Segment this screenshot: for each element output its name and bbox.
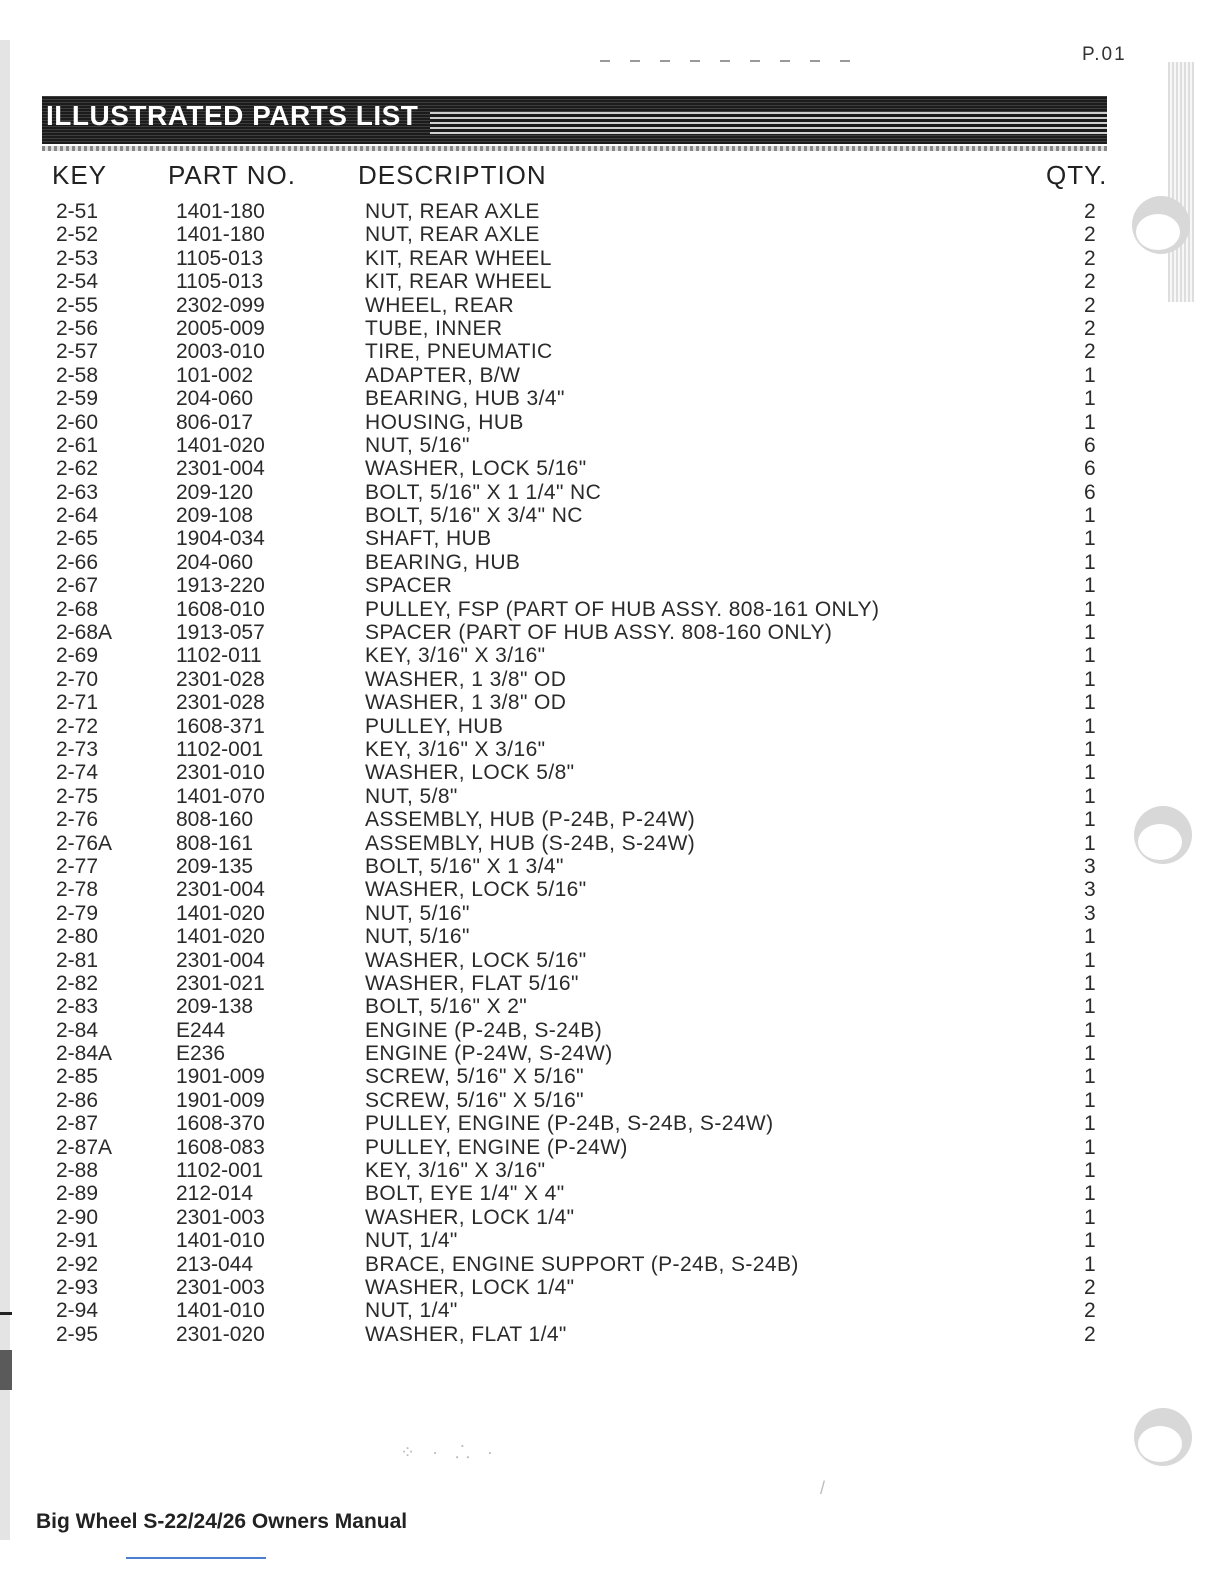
row-description: NUT, REAR AXLE <box>365 223 540 247</box>
row-description: KEY, 3/16" X 3/16" <box>365 644 546 668</box>
table-row <box>0 949 1224 972</box>
row-quantity: 6 <box>1084 480 1096 504</box>
row-description: BOLT, 5/16" X 1 1/4" NC <box>365 480 602 504</box>
faint-mark: / <box>820 1478 832 1498</box>
table-row <box>0 1182 1224 1205</box>
table-row <box>0 411 1224 434</box>
row-description: WHEEL, REAR <box>365 293 515 317</box>
row-quantity: 1 <box>1084 574 1096 598</box>
row-description: HOUSING, HUB <box>365 410 524 434</box>
row-description: KEY, 3/16" X 3/16" <box>365 1159 546 1183</box>
table-row <box>0 387 1224 410</box>
row-quantity: 1 <box>1084 363 1096 387</box>
row-description: WASHER, LOCK 5/8" <box>365 761 575 785</box>
row-key: 2-81 <box>56 948 99 972</box>
row-description: ASSEMBLY, HUB (S-24B, S-24W) <box>365 831 696 855</box>
table-row <box>0 668 1224 691</box>
row-part-number: 1901-009 <box>176 1088 265 1112</box>
row-key: 2-64 <box>56 504 99 528</box>
row-quantity: 2 <box>1084 293 1096 317</box>
table-row <box>0 691 1224 714</box>
row-part-number: 209-138 <box>176 995 254 1019</box>
row-part-number: 1401-180 <box>176 200 265 223</box>
row-description: SCREW, 5/16" X 5/16" <box>365 1065 585 1089</box>
table-row <box>0 294 1224 317</box>
row-description: BOLT, 5/16" X 1 3/4" <box>365 854 564 878</box>
table-row <box>0 317 1224 340</box>
row-part-number: 1401-070 <box>176 784 265 808</box>
table-row <box>0 223 1224 246</box>
table-row <box>0 340 1224 363</box>
row-description: WASHER, FLAT 1/4" <box>365 1322 567 1346</box>
page-number: P.01 <box>1082 44 1127 65</box>
row-quantity: 1 <box>1084 971 1096 995</box>
table-row <box>0 247 1224 270</box>
row-quantity: 1 <box>1084 691 1096 715</box>
row-quantity: 1 <box>1084 714 1096 738</box>
row-quantity: 1 <box>1084 550 1096 574</box>
table-row <box>0 270 1224 293</box>
row-key: 2-62 <box>56 457 99 481</box>
row-description: WASHER, LOCK 5/16" <box>365 457 587 481</box>
row-key: 2-90 <box>56 1205 99 1229</box>
row-part-number: 204-060 <box>176 550 254 574</box>
row-quantity: 2 <box>1084 1299 1096 1323</box>
row-quantity: 1 <box>1084 1252 1096 1276</box>
row-quantity: 1 <box>1084 621 1096 645</box>
row-quantity: 1 <box>1084 761 1096 785</box>
row-quantity: 2 <box>1084 316 1096 340</box>
table-row <box>0 481 1224 504</box>
faint-handwriting: ⁘ · ⸫ · <box>400 1442 499 1462</box>
table-row <box>0 598 1224 621</box>
table-row <box>0 1229 1224 1252</box>
row-key: 2-65 <box>56 527 99 551</box>
row-key: 2-93 <box>56 1275 99 1299</box>
row-part-number: 1608-370 <box>176 1112 265 1136</box>
row-part-number: 1608-371 <box>176 714 265 738</box>
row-part-number: 2301-004 <box>176 457 265 481</box>
table-row <box>0 1065 1224 1088</box>
row-key: 2-69 <box>56 644 99 668</box>
table-row <box>0 574 1224 597</box>
row-part-number: 1105-013 <box>176 270 264 294</box>
row-description: WASHER, LOCK 5/16" <box>365 948 587 972</box>
row-quantity: 1 <box>1084 995 1096 1019</box>
column-header-part: PART NO. <box>168 160 296 190</box>
table-row <box>0 1253 1224 1276</box>
footer-rule <box>126 1557 266 1559</box>
row-description: PULLEY, ENGINE (P-24B, S-24B, S-24W) <box>365 1112 774 1136</box>
row-description: SHAFT, HUB <box>365 527 492 551</box>
row-part-number: 209-108 <box>176 504 254 528</box>
footer-manual-title: Big Wheel S-22/24/26 Owners Manual <box>36 1510 408 1533</box>
row-key: 2-89 <box>56 1182 99 1206</box>
row-quantity: 1 <box>1084 1135 1096 1159</box>
row-description: WASHER, LOCK 1/4" <box>365 1275 575 1299</box>
row-quantity: 2 <box>1084 1275 1096 1299</box>
row-part-number: 204-060 <box>176 387 254 411</box>
row-key: 2-85 <box>56 1065 99 1089</box>
row-description: BOLT, 5/16" X 2" <box>365 995 528 1019</box>
row-key: 2-92 <box>56 1252 99 1276</box>
row-part-number: 1401-020 <box>176 433 265 457</box>
row-description: WASHER, LOCK 1/4" <box>365 1205 575 1229</box>
row-key: 2-61 <box>56 433 99 457</box>
row-key: 2-76A <box>56 831 113 855</box>
row-quantity: 1 <box>1084 1042 1096 1066</box>
table-row <box>0 878 1224 901</box>
row-key: 2-74 <box>56 761 99 785</box>
binder-hole-icon <box>1132 196 1190 254</box>
row-description: PULLEY, ENGINE (P-24W) <box>365 1135 628 1159</box>
row-key: 2-54 <box>56 270 99 294</box>
table-row <box>0 621 1224 644</box>
row-part-number: 1401-010 <box>176 1299 265 1323</box>
table-row <box>0 1159 1224 1182</box>
table-row <box>0 551 1224 574</box>
page-title: ILLUSTRATED PARTS LIST <box>46 100 419 131</box>
row-quantity: 2 <box>1084 200 1096 223</box>
column-header-key: KEY <box>52 160 108 190</box>
row-part-number: 212-014 <box>176 1182 254 1206</box>
row-key: 2-68 <box>56 597 99 621</box>
row-description: WASHER, 1 3/8" OD <box>365 691 567 715</box>
row-part-number: 2301-003 <box>176 1205 265 1229</box>
row-quantity: 2 <box>1084 1322 1096 1346</box>
row-quantity: 1 <box>1084 808 1096 832</box>
table-row <box>0 1019 1224 1042</box>
binder-hole-icon <box>1134 1408 1192 1466</box>
row-quantity: 3 <box>1084 878 1096 902</box>
table-row <box>0 972 1224 995</box>
table-row <box>0 1112 1224 1135</box>
row-description: BEARING, HUB <box>365 550 521 574</box>
row-part-number: 808-160 <box>176 808 254 832</box>
table-row <box>0 808 1224 831</box>
row-quantity: 1 <box>1084 1112 1096 1136</box>
table-row <box>0 925 1224 948</box>
row-description: BOLT, 5/16" X 3/4" NC <box>365 504 583 528</box>
table-row <box>0 1136 1224 1159</box>
row-key: 2-57 <box>56 340 99 364</box>
row-quantity: 1 <box>1084 644 1096 668</box>
row-part-number: 2301-010 <box>176 761 265 785</box>
table-row <box>0 738 1224 761</box>
column-header-description: DESCRIPTION <box>358 160 547 190</box>
row-description: WASHER, LOCK 5/16" <box>365 878 587 902</box>
row-quantity: 1 <box>1084 831 1096 855</box>
row-key: 2-51 <box>56 200 99 223</box>
row-quantity: 2 <box>1084 246 1096 270</box>
row-quantity: 1 <box>1084 1065 1096 1089</box>
row-part-number: 1401-020 <box>176 925 265 949</box>
row-part-number: 209-120 <box>176 480 254 504</box>
row-part-number: E236 <box>176 1042 226 1066</box>
row-key: 2-76 <box>56 808 99 832</box>
row-part-number: 101-002 <box>176 363 254 387</box>
row-part-number: 806-017 <box>176 410 254 434</box>
row-key: 2-77 <box>56 854 99 878</box>
binder-hole-icon <box>1134 806 1192 864</box>
banner-stripes <box>430 112 1107 134</box>
row-quantity: 1 <box>1084 1159 1096 1183</box>
row-description: WASHER, FLAT 5/16" <box>365 971 579 995</box>
row-description: NUT, 1/4" <box>365 1299 458 1323</box>
table-row <box>0 504 1224 527</box>
row-description: ASSEMBLY, HUB (P-24B, P-24W) <box>365 808 696 832</box>
row-description: ENGINE (P-24W, S-24W) <box>365 1042 613 1066</box>
table-row <box>0 1323 1224 1346</box>
row-key: 2-78 <box>56 878 99 902</box>
table-row <box>0 527 1224 550</box>
row-key: 2-53 <box>56 246 99 270</box>
row-quantity: 1 <box>1084 1229 1096 1253</box>
table-row <box>0 1206 1224 1229</box>
row-quantity: 2 <box>1084 340 1096 364</box>
row-description: KEY, 3/16" X 3/16" <box>365 737 546 761</box>
row-key: 2-83 <box>56 995 99 1019</box>
row-key: 2-58 <box>56 363 99 387</box>
row-part-number: 1102-001 <box>176 737 264 761</box>
row-description: NUT, 5/8" <box>365 784 458 808</box>
row-part-number: 1904-034 <box>176 527 265 551</box>
table-row <box>0 434 1224 457</box>
row-quantity: 1 <box>1084 1182 1096 1206</box>
row-key: 2-87A <box>56 1135 113 1159</box>
row-part-number: 2301-028 <box>176 667 265 691</box>
row-quantity: 1 <box>1084 784 1096 808</box>
row-description: BEARING, HUB 3/4" <box>365 387 565 411</box>
row-key: 2-88 <box>56 1159 99 1183</box>
column-header-qty: QTY. <box>1046 160 1108 190</box>
row-key: 2-80 <box>56 925 99 949</box>
row-description: NUT, 5/16" <box>365 925 470 949</box>
row-key: 2-79 <box>56 901 99 925</box>
row-quantity: 1 <box>1084 410 1096 434</box>
row-quantity: 1 <box>1084 387 1096 411</box>
row-quantity: 1 <box>1084 527 1096 551</box>
table-row <box>0 364 1224 387</box>
row-key: 2-70 <box>56 667 99 691</box>
row-key: 2-55 <box>56 293 99 317</box>
row-description: SPACER <box>365 574 453 598</box>
row-part-number: 1102-011 <box>176 644 262 668</box>
table-row <box>0 855 1224 878</box>
row-description: SCREW, 5/16" X 5/16" <box>365 1088 585 1112</box>
row-description: NUT, 5/16" <box>365 433 470 457</box>
row-key: 2-87 <box>56 1112 99 1136</box>
table-row <box>0 832 1224 855</box>
row-key: 2-91 <box>56 1229 99 1253</box>
table-row <box>0 785 1224 808</box>
row-part-number: 2301-004 <box>176 878 265 902</box>
row-key: 2-75 <box>56 784 99 808</box>
row-key: 2-84A <box>56 1042 113 1066</box>
row-key: 2-72 <box>56 714 99 738</box>
row-key: 2-86 <box>56 1088 99 1112</box>
row-part-number: 2301-004 <box>176 948 265 972</box>
row-quantity: 1 <box>1084 667 1096 691</box>
row-quantity: 1 <box>1084 597 1096 621</box>
row-key: 2-71 <box>56 691 99 715</box>
row-quantity: 1 <box>1084 948 1096 972</box>
row-quantity: 2 <box>1084 223 1096 247</box>
row-part-number: 2301-020 <box>176 1322 265 1346</box>
row-part-number: 1401-180 <box>176 223 265 247</box>
row-part-number: 213-044 <box>176 1252 254 1276</box>
row-key: 2-63 <box>56 480 99 504</box>
table-row <box>0 715 1224 738</box>
row-quantity: 1 <box>1084 1018 1096 1042</box>
row-part-number: E244 <box>176 1018 226 1042</box>
row-quantity: 1 <box>1084 1088 1096 1112</box>
table-row <box>0 902 1224 925</box>
row-description: SPACER (PART OF HUB ASSY. 808-160 ONLY) <box>365 621 833 645</box>
row-description: NUT, REAR AXLE <box>365 200 540 223</box>
row-description: TIRE, PNEUMATIC <box>365 340 553 364</box>
row-description: ADAPTER, B/W <box>365 363 521 387</box>
row-description: ENGINE (P-24B, S-24B) <box>365 1018 603 1042</box>
row-key: 2-66 <box>56 550 99 574</box>
row-part-number: 1913-220 <box>176 574 265 598</box>
page-left-edge-mark <box>0 1350 12 1390</box>
row-key: 2-73 <box>56 737 99 761</box>
row-key: 2-56 <box>56 316 99 340</box>
row-part-number: 1608-083 <box>176 1135 265 1159</box>
row-part-number: 1102-001 <box>176 1159 264 1183</box>
row-key: 2-94 <box>56 1299 99 1323</box>
row-quantity: 6 <box>1084 457 1096 481</box>
row-key: 2-52 <box>56 223 99 247</box>
row-part-number: 2003-010 <box>176 340 265 364</box>
row-quantity: 1 <box>1084 925 1096 949</box>
row-quantity: 3 <box>1084 854 1096 878</box>
table-row <box>0 1276 1224 1299</box>
row-part-number: 1608-010 <box>176 597 265 621</box>
row-quantity: 2 <box>1084 270 1096 294</box>
row-key: 2-68A <box>56 621 113 645</box>
row-part-number: 808-161 <box>176 831 254 855</box>
table-row <box>0 1042 1224 1065</box>
row-quantity: 1 <box>1084 1205 1096 1229</box>
row-part-number: 2302-099 <box>176 293 265 317</box>
row-description: NUT, 5/16" <box>365 901 470 925</box>
row-part-number: 1105-013 <box>176 246 264 270</box>
fax-header-noise <box>600 60 850 62</box>
row-part-number: 1401-010 <box>176 1229 265 1253</box>
row-key: 2-60 <box>56 410 99 434</box>
row-part-number: 1913-057 <box>176 621 265 645</box>
table-row <box>0 761 1224 784</box>
row-key: 2-67 <box>56 574 99 598</box>
row-description: KIT, REAR WHEEL <box>365 270 552 294</box>
row-description: NUT, 1/4" <box>365 1229 458 1253</box>
row-quantity: 6 <box>1084 433 1096 457</box>
banner-underline <box>42 146 1107 151</box>
row-part-number: 2005-009 <box>176 316 265 340</box>
row-key: 2-95 <box>56 1322 99 1346</box>
row-description: WASHER, 1 3/8" OD <box>365 667 567 691</box>
table-row <box>0 644 1224 667</box>
row-part-number: 2301-021 <box>176 971 265 995</box>
table-row <box>0 200 1224 223</box>
row-description: KIT, REAR WHEEL <box>365 246 552 270</box>
parts-table <box>0 200 1224 1346</box>
row-description: BRACE, ENGINE SUPPORT (P-24B, S-24B) <box>365 1252 799 1276</box>
row-quantity: 1 <box>1084 737 1096 761</box>
row-quantity: 3 <box>1084 901 1096 925</box>
table-row <box>0 457 1224 480</box>
row-key: 2-59 <box>56 387 99 411</box>
row-description: PULLEY, FSP (PART OF HUB ASSY. 808-161 ONLY) <box>365 597 880 621</box>
row-description: PULLEY, HUB <box>365 714 504 738</box>
row-part-number: 1401-020 <box>176 901 265 925</box>
row-part-number: 1901-009 <box>176 1065 265 1089</box>
row-description: BOLT, EYE 1/4" X 4" <box>365 1182 565 1206</box>
row-key: 2-84 <box>56 1018 99 1042</box>
row-key: 2-82 <box>56 971 99 995</box>
row-part-number: 2301-003 <box>176 1275 265 1299</box>
row-quantity: 1 <box>1084 504 1096 528</box>
row-part-number: 2301-028 <box>176 691 265 715</box>
row-description: TUBE, INNER <box>365 316 503 340</box>
table-row <box>0 995 1224 1018</box>
table-row <box>0 1089 1224 1112</box>
row-part-number: 209-135 <box>176 854 254 878</box>
table-row <box>0 1299 1224 1322</box>
